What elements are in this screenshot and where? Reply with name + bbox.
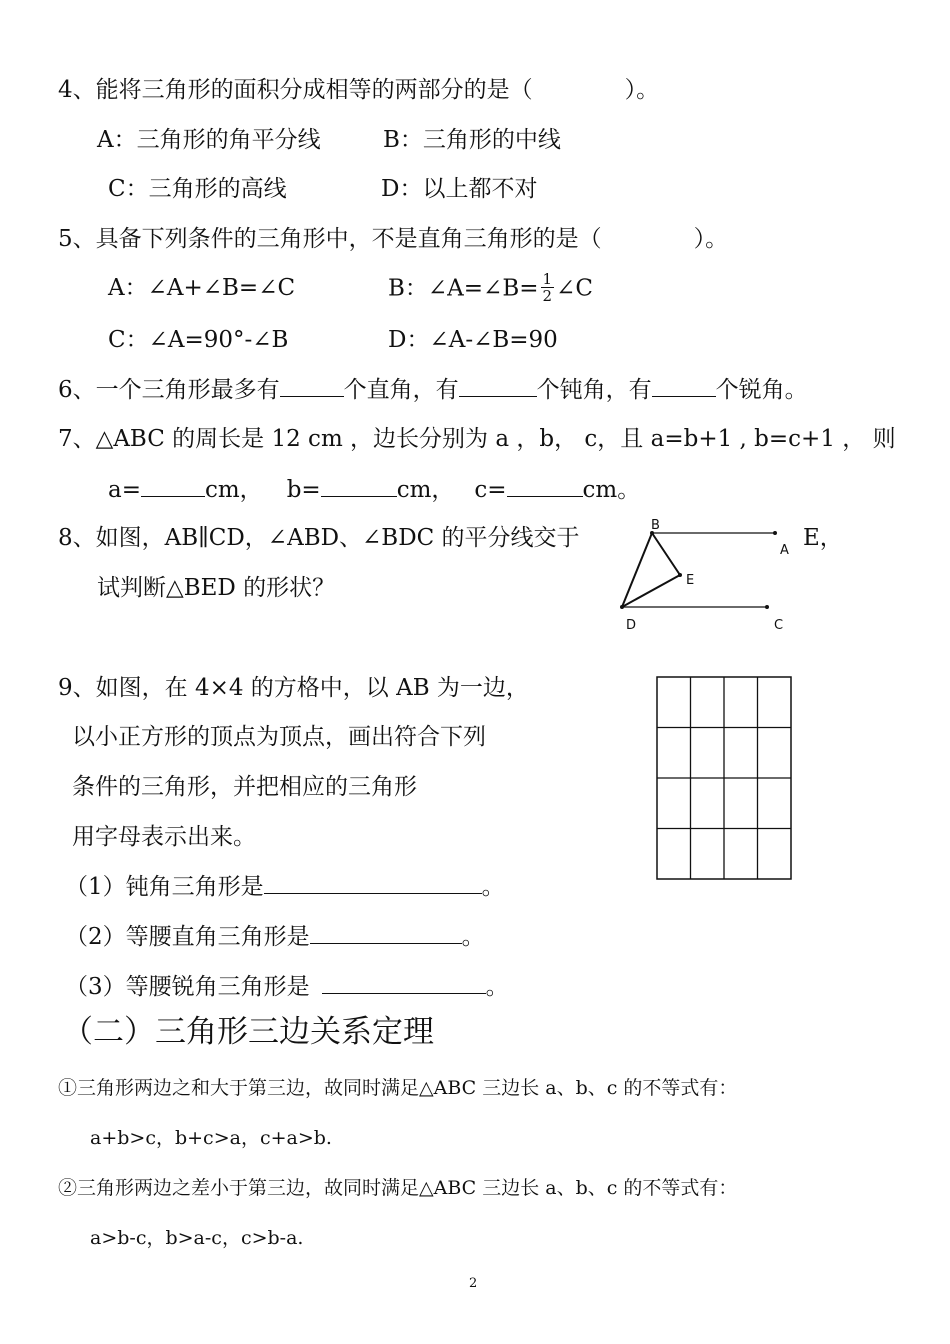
right-angle-blank[interactable] <box>280 374 344 397</box>
period: 。 <box>485 974 509 1000</box>
q9-item-2 <box>65 921 485 952</box>
q4-option-b: B：三角形的中线 <box>383 127 561 153</box>
q6-text-1: 6、一个三角形最多有 <box>58 377 280 403</box>
q5-option-a: A：∠A+∠B=∠C <box>108 275 296 301</box>
q4-option-d: D：以上都不对 <box>381 176 538 202</box>
q7-answers <box>108 474 640 505</box>
isosceles-right-triangle-label: （2）等腰直角三角形是 <box>65 924 310 950</box>
label-e: E <box>686 573 695 588</box>
isosceles-right-triangle-blank[interactable] <box>310 921 462 944</box>
q5-stem: 5、具备下列条件的三角形中，不是直角三角形的是（ ）。 <box>58 226 729 252</box>
a-label: a= <box>108 477 141 503</box>
b-label: b= <box>286 477 321 503</box>
isosceles-acute-triangle-label: （3）等腰锐角三角形是 <box>65 974 310 1000</box>
q4-option-c: C：三角形的高线 <box>108 176 287 202</box>
isosceles-acute-triangle-blank[interactable] <box>322 971 486 994</box>
q4-option-a: A：三角形的角平分线 <box>97 127 321 153</box>
c-unit: cm。 <box>582 477 641 503</box>
period: 。 <box>481 874 505 900</box>
label-a: A <box>780 543 789 558</box>
rule-2-inequalities: a>b-c，b>a-c，c>b-a. <box>90 1227 304 1249</box>
page-number: 2 <box>469 1276 478 1291</box>
q6-line <box>58 374 808 405</box>
obtuse-angle-blank[interactable] <box>459 374 537 397</box>
q9-item-1 <box>65 871 505 902</box>
obtuse-triangle-label: （1）钝角三角形是 <box>65 874 264 900</box>
segment-bd <box>622 533 652 607</box>
rule-2: ②三角形两边之差小于第三边，故同时满足△ABC 三边长 a、b、c 的不等式有： <box>58 1177 738 1199</box>
q8-stem-end: E， <box>803 525 843 551</box>
point-e <box>678 573 682 577</box>
q8-question: 试判断△BED 的形状？ <box>97 575 336 601</box>
segment-de <box>622 575 680 607</box>
q9-line-3: 条件的三角形，并把相应的三角形 <box>72 774 417 800</box>
q9-line-2: 以小正方形的顶点为顶点，画出符合下列 <box>72 724 486 750</box>
b-blank[interactable] <box>321 474 397 497</box>
q5-option-b-prefix: B：∠A=∠B= <box>388 275 539 302</box>
fraction-denominator: 2 <box>542 287 553 305</box>
q5-option-b-suffix: ∠C <box>556 275 593 302</box>
point-c <box>765 605 769 609</box>
obtuse-triangle-blank[interactable] <box>264 871 482 894</box>
point-d <box>620 605 624 609</box>
a-blank[interactable] <box>141 474 205 497</box>
q6-text-3: 个钝角，有 <box>536 377 652 403</box>
segment-be <box>652 533 680 575</box>
label-c: C <box>774 618 784 633</box>
q5-option-d: D：∠A-∠B=90 <box>388 327 558 353</box>
q6-text-4: 个锐角。 <box>715 377 808 403</box>
point-a <box>773 531 777 535</box>
q6-text-2: 个直角，有 <box>343 377 459 403</box>
q4-stem: 4、能将三角形的面积分成相等的两部分的是（ ）。 <box>58 77 660 103</box>
label-b: B <box>651 518 660 533</box>
grid-4x4-figure <box>656 676 792 880</box>
a-unit: cm， <box>204 477 263 503</box>
rule-1-inequalities: a+b>c，b+c>a，c+a>b. <box>90 1127 332 1149</box>
q5-option-c: C：∠A=90°-∠B <box>108 327 289 353</box>
q8-stem: 8、如图，AB∥CD，∠ABD、∠BDC 的平分线交于 <box>58 525 580 551</box>
q5-option-b <box>388 270 593 306</box>
q9-line-4: 用字母表示出来。 <box>72 824 256 850</box>
c-label: c= <box>474 477 507 503</box>
q9-item-3 <box>65 971 509 1002</box>
period: 。 <box>461 924 485 950</box>
q7-stem: 7、△ABC 的周长是 12 cm ，边长分别为 a ，b， c，且 a=b+1 , b=c+1 ， 则 <box>58 426 896 452</box>
parallel-lines-figure <box>610 510 810 635</box>
fraction-numerator: 1 <box>542 270 553 288</box>
acute-angle-blank[interactable] <box>652 374 716 397</box>
b-unit: cm， <box>396 477 455 503</box>
half-fraction <box>541 271 555 304</box>
label-d: D <box>626 618 637 633</box>
rule-1: ①三角形两边之和大于第三边，故同时满足△ABC 三边长 a、b、c 的不等式有： <box>58 1077 738 1099</box>
c-blank[interactable] <box>507 474 583 497</box>
section-title: （二）三角形三边关系定理 <box>62 1014 434 1050</box>
q9-line-1: 9、如图，在 4×4 的方格中，以 AB 为一边， <box>58 675 529 701</box>
